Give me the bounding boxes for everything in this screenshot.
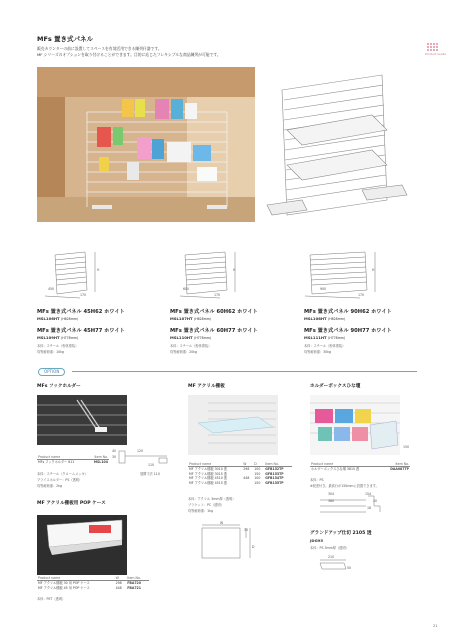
- hook-dim-a: 40: [112, 449, 117, 453]
- shelf-dimension-drawing: [198, 522, 258, 567]
- panel-with-shelves-drawing: [262, 70, 412, 220]
- dim-600: 600: [183, 287, 190, 291]
- box-dim-304: 304: [328, 492, 335, 496]
- dim-h-b: H: [233, 268, 236, 272]
- product-name: MFs 置き式パネル 90H77 ホワイト: [304, 328, 392, 334]
- section-title: MFs 置き式パネル: [37, 35, 94, 43]
- product-name: MFs 置き式パネル 60H62 ホワイト: [170, 309, 258, 315]
- shelf-spec: 本体：アクリル 3mm厚（透明）: [188, 497, 236, 501]
- side-tab-icon: [427, 38, 439, 48]
- dim-h-c: H: [372, 268, 375, 272]
- box-dim-154: 154: [365, 492, 372, 496]
- pop-title: MF アクリル棚板用 POP ケース: [37, 501, 106, 506]
- box-table: Product name Item No. ホルダーボックスひな壇 3815 透 DAA087TP: [311, 462, 409, 472]
- product-name: MFs 置き式パネル 45H77 ホワイト: [37, 328, 125, 334]
- dim-900: 900: [320, 287, 327, 291]
- section-desc-2: MF シリーズのオプションを取り付けることができます。目的に応じたフレキシブルな商品陳列が可能です。: [37, 52, 221, 57]
- product-name: MFs 置き式パネル 60H77 ホワイト: [170, 328, 258, 334]
- box-dim-18: 18: [367, 506, 372, 510]
- product-spec: 均等耐荷重：10kg: [37, 350, 65, 354]
- product-code: MSL110HT (H778mm): [170, 335, 212, 340]
- upgrade-dim-50: 50: [347, 566, 352, 570]
- panel-60-drawing: [175, 250, 245, 300]
- box-photo: [310, 395, 400, 455]
- dim-170-b: 170: [214, 293, 221, 297]
- pop-spec: 本体：PET（透明）: [37, 597, 66, 601]
- hook-table: Product name Item No. MFs フックホルダー 611 MSL104: [38, 455, 108, 465]
- product-code: MSL111HT (H778mm): [304, 335, 346, 340]
- product-code: MSL107HT (H628mm): [170, 316, 212, 321]
- product-spec: 均等耐荷重：20kg: [170, 350, 198, 354]
- shelf-spec: ブラケット：PC（透明）: [188, 503, 224, 507]
- product-name: MFs 置き式パネル 45H62 ホワイト: [37, 309, 125, 315]
- product-code: MSL106HT (H628mm): [37, 316, 79, 321]
- shelf-spec: 均等耐荷重：1kg: [188, 509, 214, 513]
- panel-45-drawing: [40, 250, 110, 300]
- hook-spec: 本体：スチール（クロームメッキ）: [37, 472, 88, 476]
- dim-h-a: H: [97, 268, 100, 272]
- box-title: ホルダーボックスひな壇: [310, 384, 361, 389]
- product-spec: 均等耐荷重：30kg: [304, 350, 332, 354]
- shelf-dim-h: 30: [244, 528, 249, 532]
- shelf-dim-w: W: [220, 521, 224, 525]
- hook-title: MFs フックホルダー: [37, 384, 81, 389]
- product-spec: 本体：スチール（粉体塗装）: [37, 344, 79, 348]
- shelf-title: MF アクリル棚板: [188, 384, 225, 389]
- dim-170-a: 170: [80, 293, 87, 297]
- option-badge: OPTION: [38, 368, 65, 376]
- hook-spec: プライスホルダー：PS（透明）: [37, 478, 83, 482]
- hook-spec: 均等耐荷重：2kg: [37, 484, 63, 488]
- panel-installed-photo: [37, 67, 255, 222]
- pop-photo: [37, 515, 127, 575]
- panel-90-drawing: [300, 250, 385, 300]
- hook-photo: [37, 395, 127, 445]
- product-code: MSL108HT (H628mm): [304, 316, 346, 321]
- dim-450: 450: [48, 287, 55, 291]
- box-spec: ※段差付き。最高行が150mmに設置できます。: [310, 484, 379, 488]
- upgrade-code: JDG95: [310, 538, 323, 543]
- page-number: 21: [433, 624, 438, 628]
- pop-table: Product name W Item No. MF アクリル棚板 30 用 POP ケース 298 FBA720 MF アクリル棚板 45 用 POP ケース 448 FBA721: [37, 576, 149, 590]
- upgrade-spec: 本体：PS 3mm厚（透明）: [310, 546, 349, 550]
- product-spec: 本体：スチール（粉体塗装）: [170, 344, 212, 348]
- box-dim-40: 40: [373, 499, 378, 503]
- shelf-table: Product name W D Item No. MF アクリル棚板 3010 透 298 100 GFB152TP MF アクリル棚板 3015 透 150 GFB153TP MF アクリル棚板 4510 透 448 100 GFB154TP MF アクリル棚板 4515 透 150 GFB155TP: [188, 462, 292, 485]
- shelf-dim-d: D: [252, 545, 255, 549]
- section-desc-1: 販売カウンターの前に設置してスペースを有効活用できる陳列什器です。: [37, 46, 162, 51]
- side-tab-label: Product Guide: [425, 52, 447, 56]
- product-spec: 本体：スチール（粉体塗装）: [304, 344, 346, 348]
- upgrade-dim-210: 210: [328, 555, 335, 559]
- hook-dim-b: 30: [112, 455, 117, 459]
- hook-note: 展開寸法 110: [140, 472, 160, 476]
- product-name: MFs 置き式パネル 90H62 ホワイト: [304, 309, 392, 315]
- product-code: MSL109HT (H778mm): [37, 335, 79, 340]
- option-divider: [72, 371, 417, 372]
- hook-dim-c: 120: [137, 449, 144, 453]
- box-dim-380: 380: [328, 499, 335, 503]
- box-dim-150: 150: [403, 445, 410, 449]
- hook-dim-d: 110: [148, 463, 155, 467]
- box-spec: 本体：PS: [310, 478, 324, 482]
- upgrade-title: グランドアップ仕切 2105 透: [310, 531, 372, 536]
- shelf-photo: [188, 395, 278, 455]
- upgrade-drawing: [318, 555, 358, 573]
- dim-170-c: 170: [358, 293, 365, 297]
